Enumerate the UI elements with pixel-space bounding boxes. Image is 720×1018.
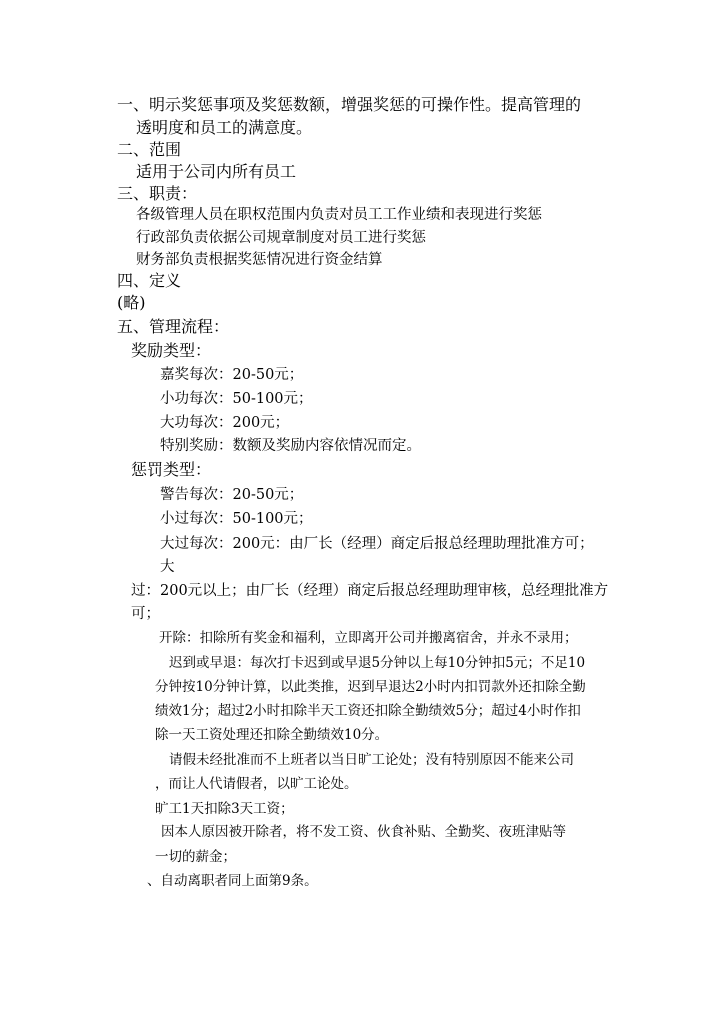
absenteeism-rule: 旷工1天扣除3天工资； [155, 801, 294, 817]
section-heading-process: 五、管理流程： [117, 317, 230, 336]
dismissal-pay-line-1: 因本人原因被开除者，将不发工资、伙食补贴、全勤奖、夜班津贴等 [161, 824, 566, 840]
section-heading-scope: 二、范围 [117, 140, 182, 159]
duty-line-managers: 各级管理人员在职权范围内负责对员工工作业绩和表现进行奖惩 [136, 207, 542, 223]
penalty-severe-line-1: 过：200元以上；由厂长（经理）商定后报总经理助理审核，总经理批准方 [131, 583, 609, 599]
reward-commendation: 嘉奖每次：20-50元； [160, 367, 304, 383]
section-heading-duties: 三、职责： [117, 184, 198, 203]
purpose-line-1: 一、明示奖惩事项及奖惩数额，增强奖惩的可操作性。提高管理的 [117, 95, 582, 114]
lateness-line-4: 除一天工资处理还扣除全勤绩效10分。 [155, 727, 389, 743]
penalty-minor-demerit: 小过每次：50-100元； [160, 511, 313, 527]
penalty-severe-line-2: 可； [131, 606, 160, 622]
duty-line-finance: 财务部负责根据奖惩情况进行资金结算 [136, 252, 383, 268]
leave-line-2: ，而让人代请假者，以旷工论处。 [155, 776, 358, 792]
lateness-line-3: 绩效1分；超过2小时扣除半天工资还扣除全勤绩效5分；超过4小时作扣 [155, 703, 581, 719]
penalty-warning: 警告每次：20-50元； [160, 487, 304, 503]
definition-omitted: (略) [117, 293, 146, 312]
lateness-line-1: 迟到或早退：每次打卡迟到或早退5分钟以上每10分钟扣5元；不足10 [169, 655, 586, 671]
voluntary-resignation: 、自动离职者同上面第9条。 [147, 873, 318, 889]
section-heading-definition: 四、定义 [117, 271, 182, 290]
scope-text: 适用于公司内所有员工 [136, 162, 297, 181]
lateness-line-2: 分钟按10分钟计算，以此类推，迟到早退达2小时内扣罚款外还扣除全勤 [155, 679, 586, 695]
penalty-dismissal: 开除：扣除所有奖金和福利，立即离开公司并搬离宿舍，并永不录用； [159, 630, 578, 646]
penalty-types-heading: 惩罚类型： [131, 460, 212, 479]
leave-line-1: 请假未经批准而不上班者以当日旷工论处；没有特别原因不能来公司 [169, 752, 574, 768]
purpose-line-2: 透明度和员工的满意度。 [136, 118, 313, 137]
dismissal-pay-line-2: 一切的薪金； [155, 849, 236, 865]
duty-line-admin: 行政部负责依据公司规章制度对员工进行奖惩 [136, 230, 426, 246]
penalty-major-demerit: 大过每次：200元：由厂长（经理）商定后报总经理助理批准方可； [160, 536, 594, 552]
reward-special: 特别奖励：数额及奖励内容依情况而定。 [160, 438, 421, 454]
reward-types-heading: 奖励类型： [131, 341, 212, 360]
reward-minor-merit: 小功每次：50-100元； [160, 391, 313, 407]
penalty-severe-fragment: 大 [160, 559, 175, 575]
reward-major-merit: 大功每次：200元； [160, 415, 290, 431]
